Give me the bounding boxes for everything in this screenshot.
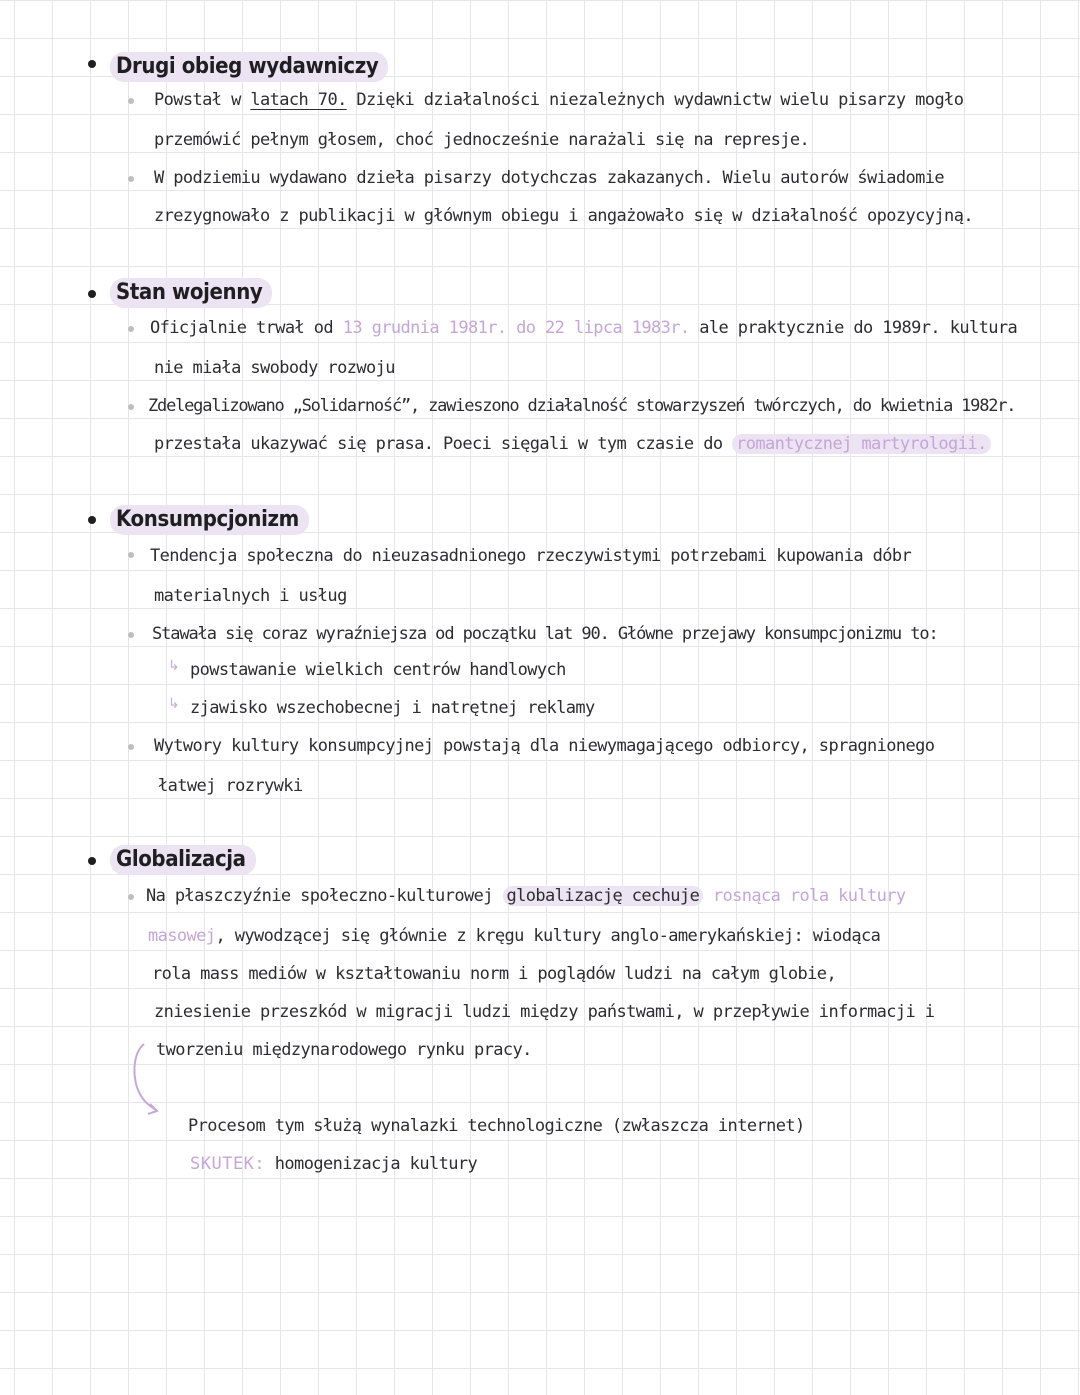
sub-bullet <box>128 552 134 558</box>
text-line: Stawała się coraz wyraźniejsza od początku lat 90. Główne przejawy konsumpcjonizmu to: <box>152 624 938 644</box>
text-line: Tendencja społeczna do nieuzasadnionego rzeczywistymi potrzebami kupowania dóbr <box>150 546 912 566</box>
text-line: tworzeniu międzynarodowego rynku pracy. <box>156 1040 532 1060</box>
text-line: zrezygnowało z publikacji w głównym obiegu i angażowało się w działalność opozycyjną. <box>154 206 973 226</box>
section-heading: Konsumpcjonizm <box>110 505 309 535</box>
text-line: Wytwory kultury konsumpcyjnej powstają dla niewymagającego odbiorcy, spragnionego <box>154 736 935 756</box>
sub-bullet <box>128 98 134 104</box>
section-heading: Drugi obieg wydawniczy <box>110 52 388 82</box>
text-line: materialnych i usług <box>154 586 347 606</box>
sub-bullet <box>128 326 134 332</box>
highlighted-term: romantycznej martyrologii. <box>732 434 991 454</box>
text-line: rola mass mediów w kształtowaniu norm i poglądów ludzi na całym globie, <box>152 964 837 984</box>
text-line: nie miała swobody rozwoju <box>154 358 395 378</box>
text-line: powstawanie wielkich centrów handlowych <box>190 660 566 680</box>
main-bullet <box>88 60 96 68</box>
date-range: 13 grudnia 1981r. do 22 lipca 1983r. <box>342 318 690 338</box>
text-line: zniesienie przeszkód w migracji ludzi między państwami, w przepływie informacji i <box>154 1002 935 1022</box>
text-line: łatwej rozrywki <box>158 776 303 796</box>
sub-bullet <box>128 894 134 900</box>
sub-arrow-icon: ↳ <box>168 658 180 674</box>
text-line: Zdelegalizowano „Solidarność”, zawieszono działalność stowarzyszeń twórczych, do kwietnia 1982r. <box>148 396 1016 416</box>
bracket-arrow-icon <box>130 1040 190 1130</box>
sub-bullet <box>128 404 134 410</box>
sub-bullet <box>128 632 134 638</box>
text-line: Procesom tym służą wynalazki technologiczne (zwłaszcza internet) <box>188 1116 805 1136</box>
section-heading: Stan wojenny <box>110 278 272 308</box>
text-line: W podziemiu wydawano dzieła pisarzy dotychczas zakazanych. Wielu autorów świadomie <box>154 168 945 188</box>
sub-bullet <box>128 176 134 182</box>
text-line: przestała ukazywać się prasa. Poeci sięgali w tym czasie do romantycznej martyrologii. <box>154 434 991 454</box>
highlighted-term: globalizację cechuje <box>503 886 704 906</box>
text-line: zjawisko wszechobecnej i natrętnej reklamy <box>190 698 595 718</box>
text-line: Powstał w latach 70. Dzięki działalności niezależnych wydawnictw wielu pisarzy mogło <box>154 90 964 110</box>
main-bullet <box>88 516 96 524</box>
section-heading: Globalizacja <box>110 845 256 875</box>
sub-bullet <box>128 744 134 750</box>
consequence-line: SKUTEK: homogenizacja kultury <box>190 1154 478 1174</box>
sub-arrow-icon: ↳ <box>168 696 180 712</box>
main-bullet <box>88 857 96 865</box>
text-line: Oficjalnie trwał od 13 grudnia 1981r. do 22 lipca 1983r. ale praktycznie do 1989r. kultura <box>150 318 1018 338</box>
text-line: przemówić pełnym głosem, choć jednocześnie narażali się na represje. <box>154 130 810 150</box>
underlined-text: latach 70. <box>250 90 347 110</box>
main-bullet <box>88 290 96 298</box>
text-line: Na płaszczyźnie społeczno-kulturowej globalizację cechuje rosnąca rola kultury <box>146 886 906 906</box>
consequence-label: SKUTEK: <box>190 1154 266 1174</box>
text-line: masowej, wywodzącej się głównie z kręgu kultury anglo-amerykańskiej: wiodąca <box>148 926 881 946</box>
